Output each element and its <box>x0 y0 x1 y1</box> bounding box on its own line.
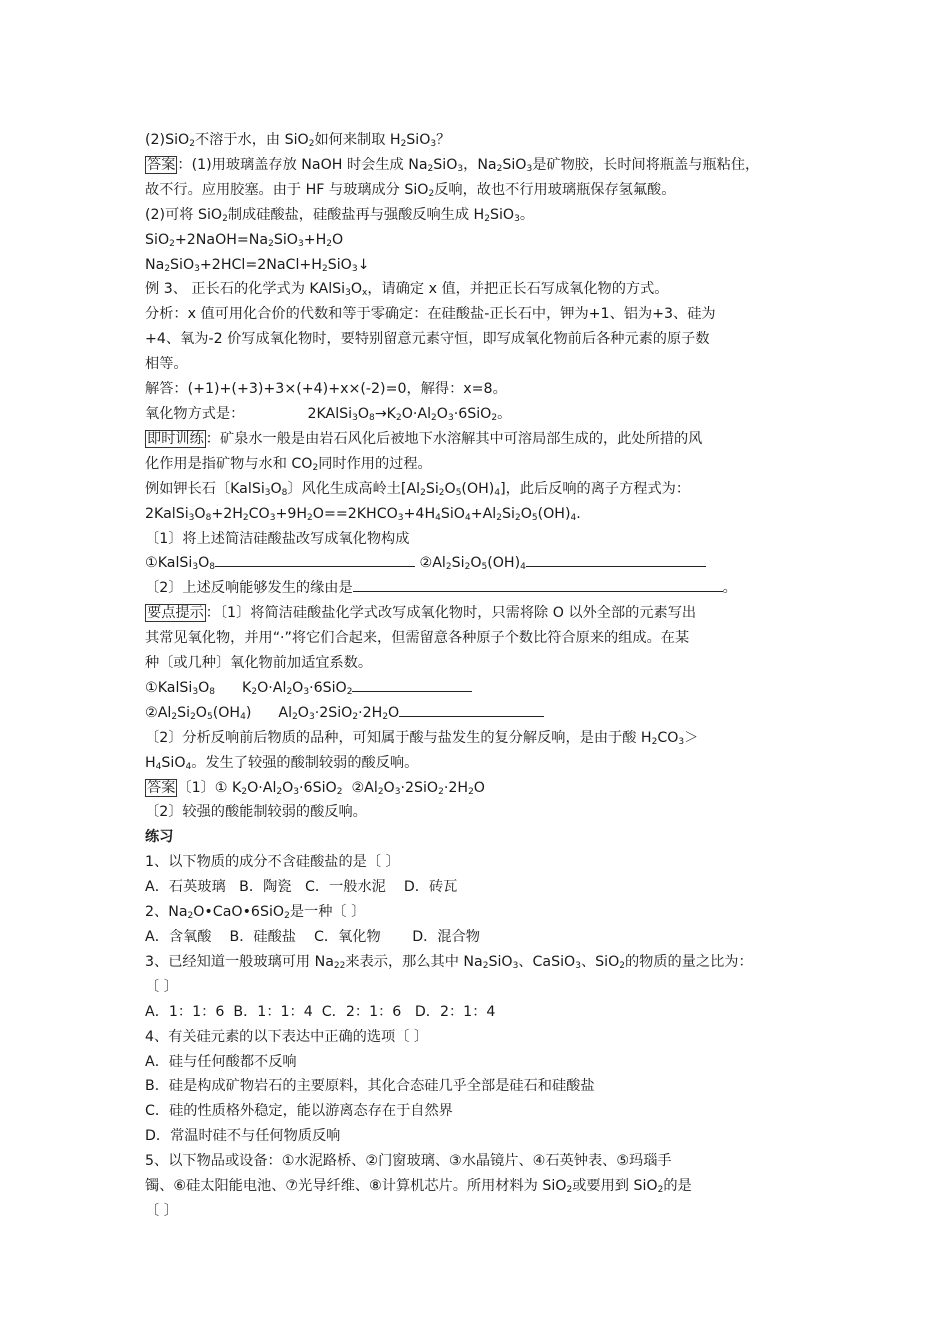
text-line-p4c <box>145 1099 817 1124</box>
line-text: $Na_2SiO_3+2HCl=2NaCl+H_2SiO_3↓$ <box>145 256 370 274</box>
line-text: ：〔1〕将简洁硅酸盐化学式改写成氧化物时，只需将除 O 以外全部的元素写出 <box>205 605 697 622</box>
text-line-p1o <box>145 875 817 900</box>
text-line-hint <box>145 601 817 626</box>
text-line-eq2 <box>145 253 817 278</box>
line-text: ：(1)用玻璃盖存放 NaOH 时会生成 $Na_2SiO_3$，$Na_2SiO_3$是矿物胶，长时间将瓶盖与瓶粘住， <box>177 156 760 174</box>
line-text: 化作用是指矿物与水和 $CO_2$同时作用的过程。 <box>145 455 432 473</box>
text-line-train4 <box>145 502 817 527</box>
text-line-p5c <box>145 1199 817 1224</box>
text-line-h3 <box>145 726 817 751</box>
text-line-p2 <box>145 900 817 925</box>
text-line-p4b <box>145 1074 817 1099</box>
boxed-label: 答案 <box>147 156 176 173</box>
text-line-train2 <box>145 452 817 477</box>
line-text: C．硅的性质格外稳定，能以游离态存在于自然界 <box>145 1103 453 1120</box>
line-text: 种〔或几种〕氧化物前加适宜系数。 <box>145 655 373 672</box>
text-line-ex3 <box>145 277 817 302</box>
line-text: 〔2〕较强的酸能制较弱的酸反响。 <box>145 804 367 821</box>
line-text: 氧化物方式是： $2KAlSi_3O_8\to K_2O\cdot Al_2O_3\cdot 6SiO_2$。 <box>145 405 512 423</box>
text-line-p1 <box>145 850 817 875</box>
line-text: A．硅与任何酸都不反响 <box>145 1053 297 1070</box>
text-line-ans-label <box>145 153 817 178</box>
text-line-p4a <box>145 1050 817 1075</box>
line-text: $2KalSi_3O_8+2H_2CO_3+9H_2O==2KHCO_3+4H_4SiO_4+Al_2Si_2O_5(OH)_4$. <box>145 505 581 523</box>
line-text: 故不行。应用胶塞。由于 HF 与玻璃成分 SiO$_2$反响，故也不行用玻璃瓶保存氢氟酸。 <box>145 181 676 199</box>
text-line-p3o <box>145 1000 817 1025</box>
line-text: $SiO_2+2NaOH=Na_2SiO_3+H_2O$ <box>145 231 344 249</box>
line-text: 2、$Na_2O•CaO•6SiO_2$是一种〔 〕 <box>145 904 366 922</box>
line-text: 〔 〕 <box>145 978 178 995</box>
text-line-oxide <box>145 402 817 427</box>
text-line-h2 <box>145 701 817 726</box>
text-line-train <box>145 427 817 452</box>
line-text: 相等。 <box>145 356 188 373</box>
text-line-practice <box>145 825 817 850</box>
line-text: 1、以下物质的成分不含硅酸盐的是〔 〕 <box>145 854 400 871</box>
line-text: 解答：(+1)+(+3)+3×(+4)+x×(-2)=0，解得：x=8。 <box>145 381 507 398</box>
text-line-t1a <box>145 551 817 576</box>
line-text: (2)SiO$_2$不溶于水，由 SiO$_2$如何来制取 $H_2SiO_3$？ <box>145 132 451 149</box>
text-line-ana2 <box>145 327 817 352</box>
line-text: 例如钾长石〔$KalSi_3O_8$〕风化生成高岭土$[Al_2Si_2O_5(OH)_4]$，此后反响的离子方程式为： <box>145 480 691 498</box>
line-text: A．1：1：6 B．1：1：4 C．2：1：6 D．2：1：4 <box>145 1003 496 1020</box>
line-text: 镯、⑥硅太阳能电池、⑦光导纤维、⑧计算机芯片。所用材料为 SiO$_2$或要用到 SiO$_2$的是 <box>145 1178 692 1196</box>
text-line-p5 <box>145 1149 817 1174</box>
text-line-p3b <box>145 975 817 1000</box>
text-line-ana1 <box>145 302 817 327</box>
text-line-h1 <box>145 676 817 701</box>
text-line-ans2b <box>145 800 817 825</box>
text-line-q2 <box>145 128 817 153</box>
text-line-p3 <box>145 950 817 975</box>
line-text: 4、有关硅元素的以下表达中正确的选项〔 〕 <box>145 1028 429 1045</box>
line-text: +4、氧为-2 价写成氧化物时，要特别留意元素守恒，即写成氧化物前后各种元素的原子数 <box>145 331 710 348</box>
boxed-label: 答案 <box>147 779 176 796</box>
text-line-p4d <box>145 1124 817 1149</box>
line-text: $①KalSi_3O_8$ $②Al_2Si_2O_5(OH)_4$ <box>145 555 706 571</box>
line-text: 练习 <box>145 829 174 846</box>
text-line-p4 <box>145 1025 817 1050</box>
text-line-h4 <box>145 751 817 776</box>
text-line-hint3 <box>145 651 817 676</box>
text-line-eq1 <box>145 228 817 253</box>
text-line-train3 <box>145 477 817 502</box>
line-text: (2)可将 SiO$_2$制成硅酸盐，硅酸盐再与强酸反响生成 $H_2SiO_3$。 <box>145 206 535 224</box>
text-line-p5b <box>145 1174 817 1199</box>
line-text: 例 3、 正长石的化学式为 $KAlSi_3O_x$，请确定 x 值，并把正长石写成氧化物的方式。 <box>145 281 669 299</box>
text-line-t2 <box>145 576 817 601</box>
text-line-sol <box>145 377 817 402</box>
text-line-ans-1b <box>145 178 817 203</box>
line-text: 〔 〕 <box>145 1202 178 1219</box>
text-line-ans2 <box>145 776 817 801</box>
line-text: 3、已经知道一般玻璃可用 $Na_{22}$来表示，那么其中 $Na_2SiO_3$、CaSiO$_3$、SiO$_2$的物质的量之比为： <box>145 953 753 971</box>
text-line-p2o <box>145 925 817 950</box>
line-text: $①KalSi_3O_8$ $K_2O\cdot Al_2O_3\cdot 6SiO_2$ <box>145 680 472 696</box>
boxed-label: 要点提示 <box>147 605 204 622</box>
text-line-ans-2 <box>145 203 817 228</box>
line-text: A．石英玻璃 B．陶瓷 C．一般水泥 D．砖瓦 <box>145 879 458 896</box>
boxed-label: 即时训练 <box>147 430 204 447</box>
line-text: A．含氧酸 B．硅酸盐 C．氧化物 D．混合物 <box>145 929 480 945</box>
line-text: 分析：x 值可用化合价的代数和等于零确定：在硅酸盐-正长石中，钾为+1、铝为+3、硅为 <box>145 306 716 323</box>
line-text: B．硅是构成矿物岩石的主要原料，其化合态硅几乎全部是硅石和硅酸盐 <box>145 1078 595 1095</box>
line-text: 其常见氧化物，并用“·”将它们合起来，但需留意各种原子个数比符合原来的组成。在某 <box>145 630 690 647</box>
line-text: ：矿泉水一般是由岩石风化后被地下水溶解其中可溶局部生成的，此处所措的风 <box>205 430 703 447</box>
line-text: D．常温时硅不与任何物质反响 <box>145 1128 341 1145</box>
line-text: 〔2〕分析反响前后物质的品种，可知属于酸与盐发生的复分解反响，是由于酸 $H_2CO_3>$ <box>145 729 699 747</box>
text-line-hint2 <box>145 626 817 651</box>
line-text: 〔2〕上述反响能够发生的缘由是 。 <box>145 580 737 596</box>
line-text: 〔1〕将上述简洁硅酸盐改写成氧化物构成 <box>145 530 410 547</box>
text-line-t1 <box>145 527 817 552</box>
document-page <box>145 128 817 1224</box>
line-text: $H_4SiO_4$。发生了较强的酸制较弱的酸反响。 <box>145 754 419 772</box>
line-text: 5、以下物品或设备：①水泥路桥、②门窗玻璃、③水晶镜片、④石英钟表、⑤玛瑙手 <box>145 1153 672 1170</box>
line-text: $②Al_2Si_2O_5(OH_4)$ $Al_2O_3\cdot 2SiO_2\cdot 2H_2O$ <box>145 705 544 721</box>
text-line-ana3 <box>145 352 817 377</box>
line-text: 〔1〕① $K_2O\cdot Al_2O_3\cdot 6SiO_2$ $②Al_2O_3\cdot 2SiO_2\cdot 2H_2O$ <box>177 779 485 797</box>
